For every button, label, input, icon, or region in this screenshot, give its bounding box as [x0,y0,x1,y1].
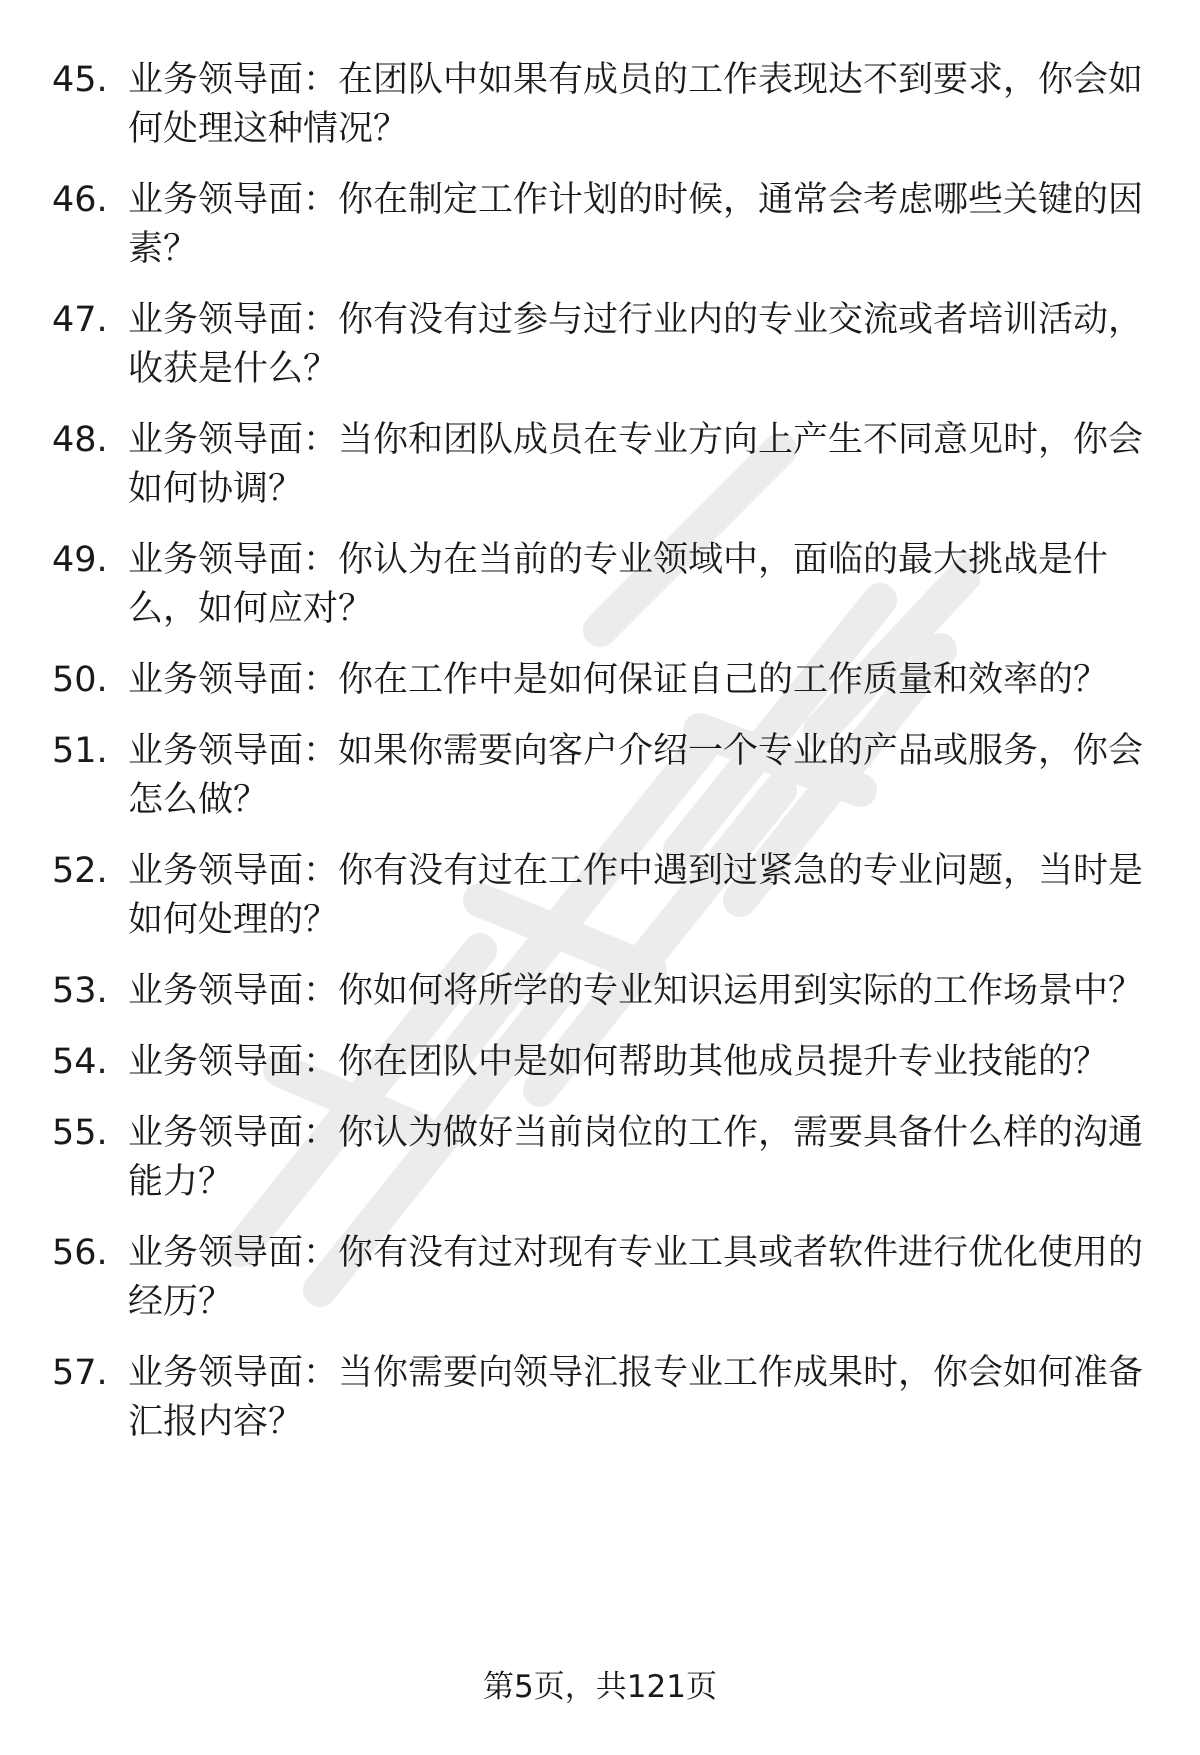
list-item [52,1038,1152,1087]
list-item [52,847,1152,945]
list-item [52,176,1152,274]
question-text: 业务领导面：你在团队中是如何帮助其他成员提升专业技能的？ [128,1042,1109,1082]
question-text: 业务领导面：你有没有过参与过行业内的专业交流或者培训活动，收获是什么？ [128,300,1144,389]
list-item [52,967,1152,1016]
question-text: 业务领导面：你在制定工作计划的时候，通常会考虑哪些关键的因素？ [128,180,1144,269]
question-number: 54. [52,1042,108,1082]
question-number: 48. [52,420,108,460]
question-text: 业务领导面：你认为做好当前岗位的工作，需要具备什么样的沟通能力？ [128,1113,1144,1202]
question-number: 47. [52,300,108,340]
question-number: 46. [52,180,108,220]
question-number: 49. [52,540,108,580]
question-list [52,56,1152,1469]
list-item [52,1349,1152,1447]
list-item [52,656,1152,705]
question-number: 57. [52,1353,108,1393]
list-item [52,727,1152,825]
question-number: 53. [52,971,108,1011]
list-item [52,416,1152,514]
question-number: 50. [52,660,108,700]
list-item [52,1229,1152,1327]
question-text: 业务领导面：当你需要向领导汇报专业工作成果时，你会如何准备汇报内容？ [128,1353,1144,1442]
question-number: 55. [52,1113,108,1153]
question-text: 业务领导面：你有没有过在工作中遇到过紧急的专业问题，当时是如何处理的？ [128,851,1144,940]
question-number: 45. [52,60,108,100]
question-text: 业务领导面：当你和团队成员在专业方向上产生不同意见时，你会如何协调？ [128,420,1144,509]
question-text: 业务领导面：你如何将所学的专业知识运用到实际的工作场景中？ [128,971,1144,1011]
question-text: 业务领导面：如果你需要向客户介绍一个专业的产品或服务，你会怎么做？ [128,731,1144,820]
question-number: 51. [52,731,108,771]
page-footer: 第5页，共121页 [483,1669,717,1705]
question-number: 56. [52,1233,108,1273]
question-text: 业务领导面：你认为在当前的专业领域中，面临的最大挑战是什么，如何应对？ [128,540,1109,629]
list-item [52,536,1152,634]
list-item [52,1109,1152,1207]
question-number: 52. [52,851,108,891]
question-text: 业务领导面：你有没有过对现有专业工具或者软件进行优化使用的经历？ [128,1233,1144,1322]
list-item [52,56,1152,154]
list-item [52,296,1152,394]
question-text: 业务领导面：你在工作中是如何保证自己的工作质量和效率的？ [128,660,1109,700]
question-text: 业务领导面：在团队中如果有成员的工作表现达不到要求，你会如何处理这种情况？ [128,60,1144,149]
